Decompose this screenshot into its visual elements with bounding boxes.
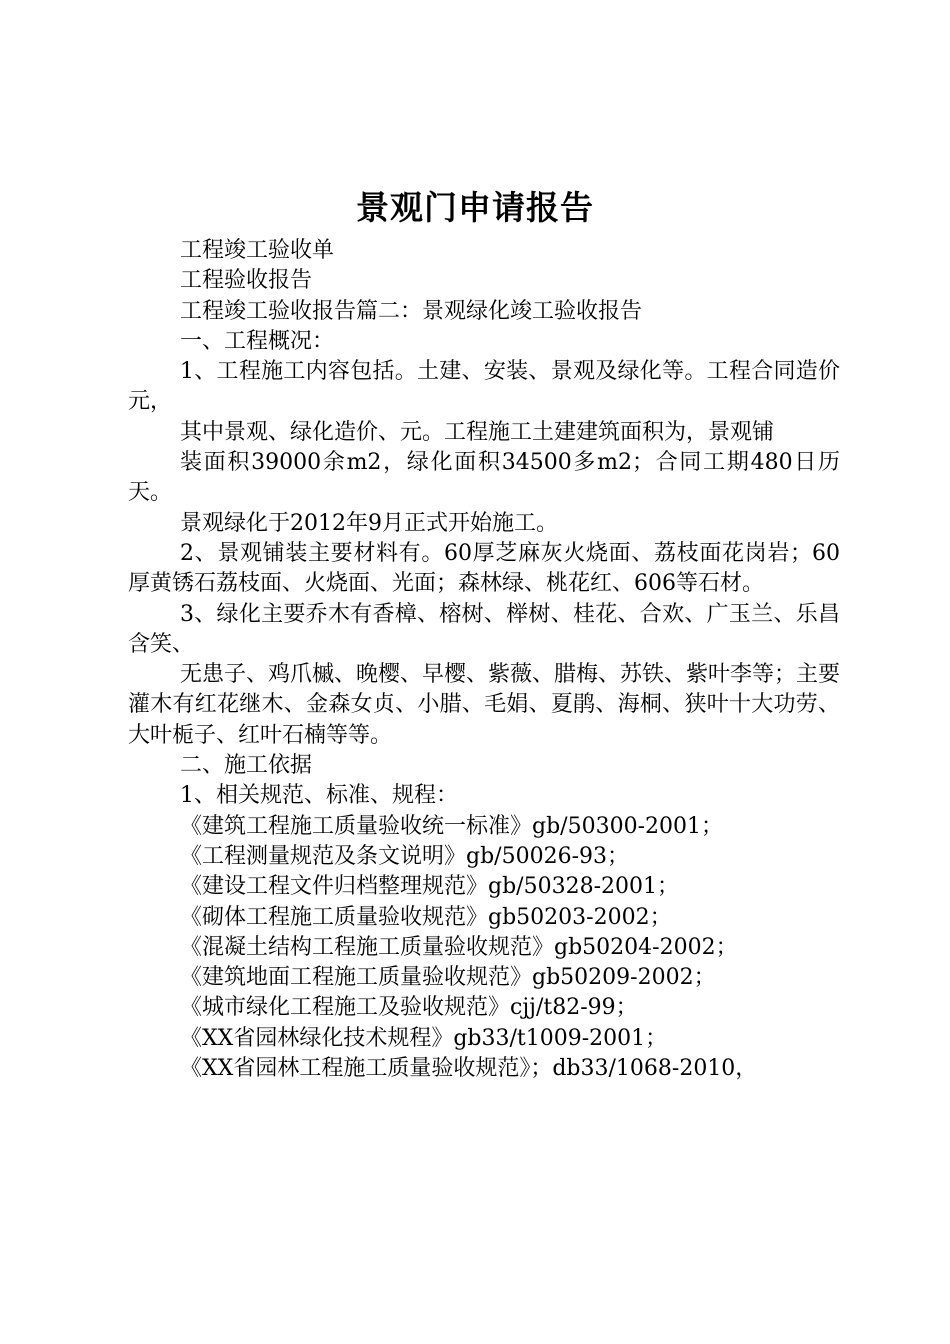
paragraph: 1、相关规范、标准、规程： xyxy=(180,783,458,809)
standard-reference: 《砌体工程施工质量验收规范》gb50203-2002； xyxy=(180,904,672,930)
paragraph: 其中景观、绿化造价、元。工程施工土建建筑面积为，景观铺 xyxy=(180,419,775,445)
document-body xyxy=(128,236,840,1084)
standard-reference: 《工程测量规范及条文说明》gb/50026-93； xyxy=(180,843,629,869)
paragraph: 1、工程施工内容包括。土建、安装、景观及绿化等。工程合同造价元， xyxy=(128,359,840,415)
section-heading: 一、工程概况： xyxy=(180,328,335,354)
standard-reference: 《建设工程文件归档整理规范》gb/50328-2001； xyxy=(180,874,679,900)
standard-reference: 《建筑地面工程施工质量验收规范》gb50209-2002； xyxy=(180,965,716,991)
paragraph: 景观绿化于2012年9月正式开始施工。 xyxy=(180,510,558,536)
paragraph: 3、绿化主要乔木有香樟、榕树、榉树、桂花、合欢、广玉兰、乐昌含笑、 xyxy=(128,601,840,657)
standard-reference: 《城市绿化工程施工及验收规范》cjj/t82-99； xyxy=(180,995,638,1021)
paragraph: 工程竣工验收单 xyxy=(180,238,335,263)
standard-reference: 《XX省园林工程施工质量验收规范》；db33/1068-2010， xyxy=(180,1056,758,1082)
section-heading: 二、施工依据 xyxy=(180,753,313,779)
paragraph: 工程验收报告 xyxy=(180,268,313,294)
paragraph: 2、景观铺装主要材料有。60厚芝麻灰火烧面、荔枝面花岗岩；60厚黄锈石荔枝面、火烧面、光面；森林绿、桃花红、606等石材。 xyxy=(128,540,840,597)
standard-reference: 《建筑工程施工质量验收统一标准》gb/50300-2001； xyxy=(180,813,723,839)
standard-reference: 《混凝土结构工程施工质量验收规范》gb50204-2002； xyxy=(180,934,738,960)
paragraph: 装面积39000余m2，绿化面积34500多m2；合同工期480日历天。 xyxy=(128,450,840,506)
paragraph: 无患子、鸡爪槭、晚樱、早樱、紫薇、腊梅、苏铁、紫叶李等；主要灌木有红花继木、金森女贞、小腊、毛娟、夏鹃、海桐、狭叶十大功劳、大叶栀子、红叶石楠等等。 xyxy=(128,662,841,748)
document-title: 景观门申请报告 xyxy=(356,188,594,227)
standard-reference: 《XX省园林绿化技术规程》gb33/t1009-2001； xyxy=(180,1025,668,1051)
paragraph: 工程竣工验收报告篇二：景观绿化竣工验收报告 xyxy=(180,298,643,324)
